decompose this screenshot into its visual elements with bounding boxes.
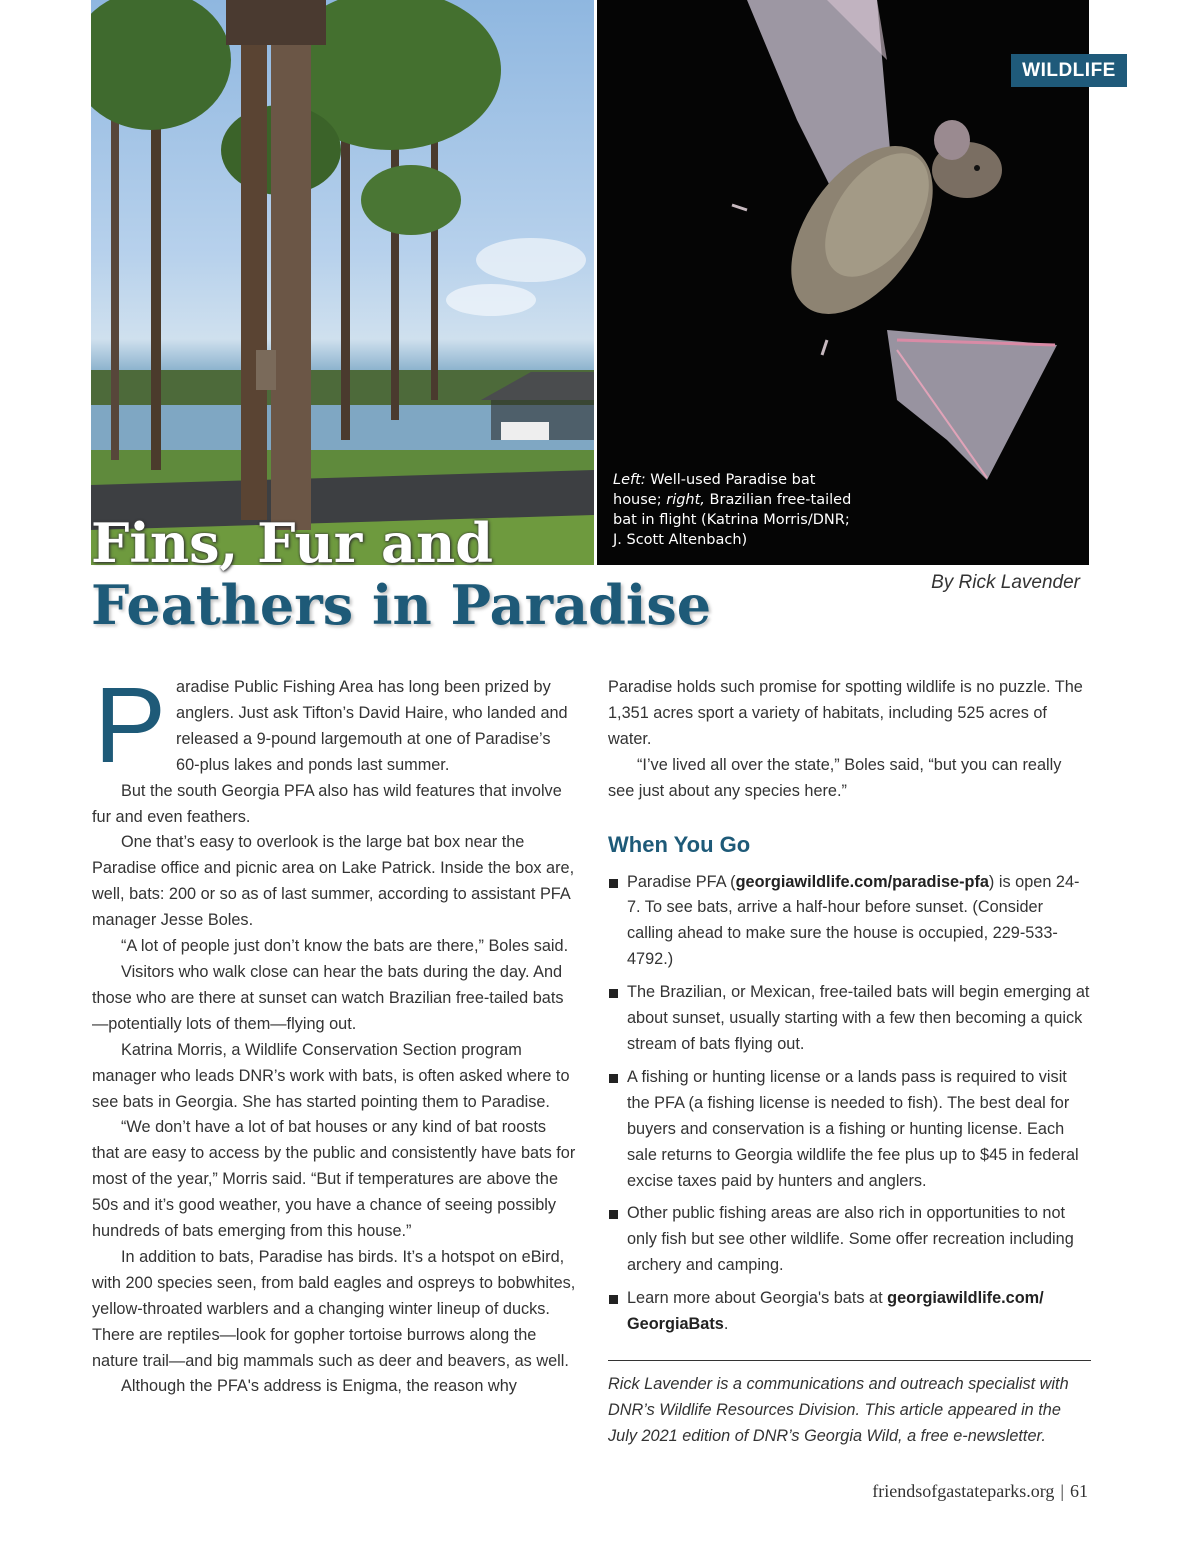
divider [608,1360,1091,1361]
list-item-text: ) is open 24-7. To see bats, arrive a half-hour before sunset. (Consider calling ahead to make sure the house is occupied, 229-533-4792.) [627,872,1080,969]
footer-site: friendsofgastateparks.org [872,1481,1055,1501]
caption-right-label: right, [666,492,705,508]
paragraph: “A lot of people just don’t know the bats are there,” Boles said. [121,937,569,956]
section-tag: WILDLIFE [1011,54,1127,87]
caption-right-text: Brazilian free-tailed bat in flight (Katrina Morris/DNR; J. Scott Altenbach) [613,492,852,548]
list-item-text: Other public fishing areas are also rich in opportunities to not only fish but see other wildlife. Some offer recreation including archery and camping. [627,1204,1074,1275]
bullet-square-icon [609,989,618,998]
title-line-1: Fins, Fur and [91,511,494,575]
bullet-square-icon [609,1074,618,1083]
bullet-square-icon [609,1210,618,1219]
drop-cap: P [94,664,167,785]
page-footer [872,1481,1088,1502]
paragraph: Katrina Morris, a Wildlife Conservation Section program manager who leads DNR’s work with bats, is often asked where to see bats in Georgia. She has started pointing them to Paradise. [92,1040,570,1111]
photo-bat-house [91,0,594,565]
list-item-text: Paradise PFA ( [627,872,736,891]
paragraph: Although the PFA's address is Enigma, the reason why [121,1377,517,1396]
list-item-text: . [723,1315,729,1334]
author-bio: Rick Lavender is a communications and outreach specialist with DNR’s Wildlife Resources Division. This article appeared in the July 2021 edition of DNR’s Georgia Wild, a free e-newsletter. [608,1374,1069,1445]
list-item-text: A fishing or hunting license or a lands pass is required to visit the PFA (a fishing license is needed to fish). The best deal for buyers and conservation is a fishing or hunting license. Each sale returns to Georgia wildlife the fee plus up to $45 in federal excise taxes paid by hunters and anglers. [627,1067,1079,1190]
list-item-text: Learn more about Georgia's bats at [627,1289,888,1308]
list-item-text: The Brazilian, or Mexican, free-tailed bats will begin emerging at about sunset, usually starting with a few then becoming a quick stream of bats flying out. [627,983,1090,1053]
paragraph: Paradise holds such promise for spotting wildlife is no puzzle. The 1,351 acres sport a variety of habitats, including 525 acres of water. [608,678,1083,748]
list-item [608,1065,1091,1195]
footer-separator: | [1060,1481,1064,1501]
bat-house-illustration [91,0,594,565]
paragraph: Visitors who walk close can hear the bats during the day. And those who are there at sunset can watch Brazilian free-tailed bats—potentially lots of them—flying out. [92,962,564,1033]
byline: By Rick Lavender [931,572,1080,593]
paragraph: “I’ve lived all over the state,” Boles said, “but you can really see just about any species here.” [608,755,1062,800]
title-line-2: Feathers in Paradise [91,573,712,637]
paragraph [92,664,576,785]
list-item [608,1286,1091,1338]
list-item [608,870,1091,974]
page-number: 61 [1070,1481,1088,1501]
subhead-when-you-go: When You Go [608,831,751,857]
article-column-left [92,664,576,1400]
paragraph: “We don’t have a lot of bat houses or any kind of bat roosts that are easy to access by the public and consistently have bats for most of the year,” Morris said. “But if temperatures are above the 50s and it’s good weather, you have a chance of seeing possibly hundreds of bats emerging from this house.” [92,1118,576,1241]
paragraph: But the south Georgia PFA also has wild features that involve fur and even feathers. [92,781,562,826]
tips-list [608,870,1091,1338]
caption-left-label: Left: [613,472,646,488]
article-column-right [608,675,1091,1449]
bullet-square-icon [609,879,618,888]
paragraph: One that’s easy to overlook is the large bat box near the Paradise office and picnic area on Lake Patrick. Inside the box are, well, bats: 200 or so as of last summer, according to assistant PFA manager Jesse Boles. [92,833,575,930]
paragraph-text: aradise Public Fishing Area has long been prized by anglers. Just ask Tifton’s David Haire, who landed and released a 9-pound largemouth at one of Paradise’s 60-plus lakes and ponds last summer. [176,678,568,774]
bullet-square-icon [609,1295,618,1304]
paragraph: In addition to bats, Paradise has birds. It’s a hotspot on eBird, with 200 species seen, from bald eagles and ospreys to bobwhites, yellow-throated warblers and a changing winter lineup of ducks. There are reptiles—look for gopher tortoise burrows along the nature trail—and big mammals such as deer and beavers, as well. [92,1247,576,1370]
link-paradise-pfa[interactable]: georgiawildlife.com/paradise-pfa [735,872,989,891]
list-item [608,1201,1091,1279]
article-title [91,512,711,636]
caption-left-text: Well-used Paradise bat house; [613,472,816,508]
list-item [608,980,1091,1058]
link-georgia-bats[interactable]: georgiawildlife.com/ GeorgiaBats [627,1289,1044,1334]
